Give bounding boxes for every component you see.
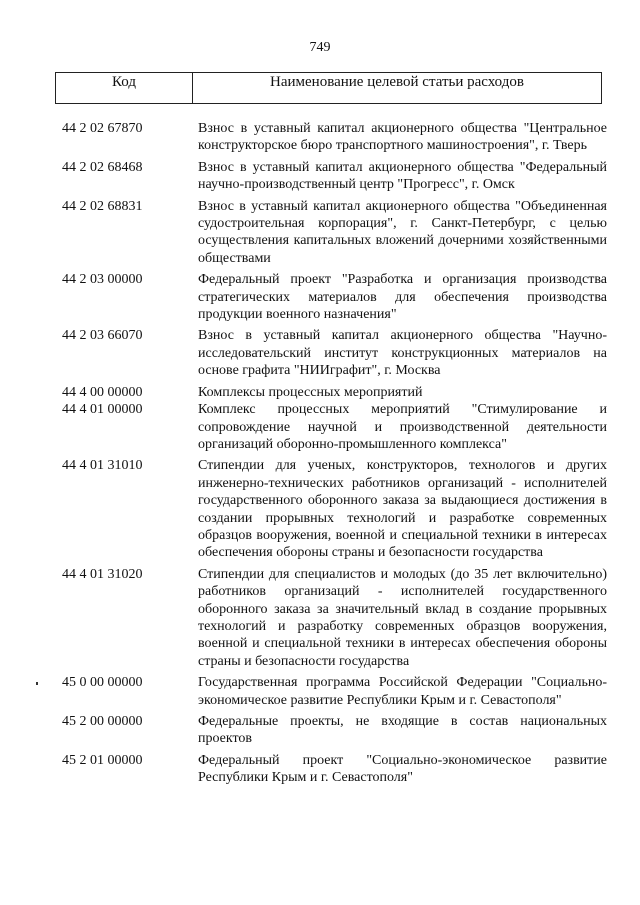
table-row [62, 566, 607, 670]
row-description: Стипендии для специалистов и молодых (до 35 лет включительно) работников организаций - исполнителей государственного оборонного заказа за значительный вклад в создание прорывных технологий и разработку современных образцов вооружения, военной и специальной техники в интересах обеспечения обороны страны и безопасности государства [198, 566, 607, 669]
row-description: Государственная программа Российской Федерации "Социально-экономическое развитие Республики Крым и г. Севастополя" [198, 675, 607, 708]
row-description: Взнос в уставный капитал акционерного общества "Федеральный научно-производственный центр "Прогресс", г. Омск [198, 159, 607, 193]
table-row [62, 752, 607, 787]
budget-items-list [62, 120, 607, 787]
table-row [62, 271, 607, 323]
header-name-cell: Наименование целевой статьи расходов [270, 74, 524, 90]
row-description: Взнос в уставный капитал акционерного общества "Объединенная судостроительная корпорация", г. Санкт-Петербург, с целью осуществления капитальных вложений дочерними хозяйственными обществами [198, 198, 607, 266]
row-description: Стипендии для ученых, конструкторов, технологов и других инженерно-технических работников организаций - исполнителей государственного оборонного заказа за выдающиеся достижения в создании прорывных технологий и разработке современных образцов вооружения, военной и специальной техники в интересах обеспечения обороны страны и безопасности государства [198, 458, 607, 561]
row-code: 44 4 01 31020 [62, 566, 143, 582]
row-code: 44 2 02 67870 [62, 121, 143, 136]
table-header [55, 72, 602, 104]
row-description: Федеральный проект "Социально-экономическое развитие Республики Крым и г. Севастополя" [198, 752, 607, 786]
page-number: 749 [309, 40, 331, 55]
row-description: Взнос в уставный капитал акционерного общества "Научно-исследовательский институт конструкционных материалов на основе графита "НИИграфит", г. Москва [198, 328, 607, 379]
row-code: 45 2 01 00000 [62, 752, 143, 768]
table-row [62, 713, 607, 748]
table-row [62, 384, 607, 401]
row-description: Комплекс процессных мероприятий "Стимулирование и сопровождение научной и производственной деятельности организаций оборонно-промышленного комплекса" [198, 402, 607, 452]
row-code: 44 4 01 31010 [62, 458, 143, 474]
row-code: 44 2 03 00000 [62, 272, 143, 288]
row-description: Федеральные проекты, не входящие в состав национальных проектов [198, 714, 607, 747]
row-code: 44 2 02 68468 [62, 159, 143, 175]
row-code: 44 4 01 00000 [62, 402, 143, 418]
row-code: 44 2 03 66070 [62, 328, 143, 344]
row-code: 45 0 00 00000 [62, 675, 143, 691]
table-row [62, 159, 607, 194]
row-description: Взнос в уставный капитал акционерного общества "Центральное конструкторское бюро транспортного машиностроения", г. Тверь [198, 121, 607, 154]
row-description: Комплексы процессных мероприятий [198, 384, 423, 400]
table-row [62, 674, 607, 709]
table-row [62, 327, 607, 379]
table-row [62, 401, 607, 453]
table-row [62, 120, 607, 155]
row-code: 45 2 00 00000 [62, 714, 143, 729]
row-code: 44 2 02 68831 [62, 198, 143, 214]
table-row [62, 198, 607, 268]
row-code: 44 4 00 00000 [62, 384, 143, 400]
scan-artifact [36, 682, 38, 685]
table-row [62, 457, 607, 561]
row-description: Федеральный проект "Разработка и организация производства стратегических материалов для обеспечения производства продукции военного назначения" [198, 272, 607, 323]
header-code-cell: Код [56, 73, 193, 103]
